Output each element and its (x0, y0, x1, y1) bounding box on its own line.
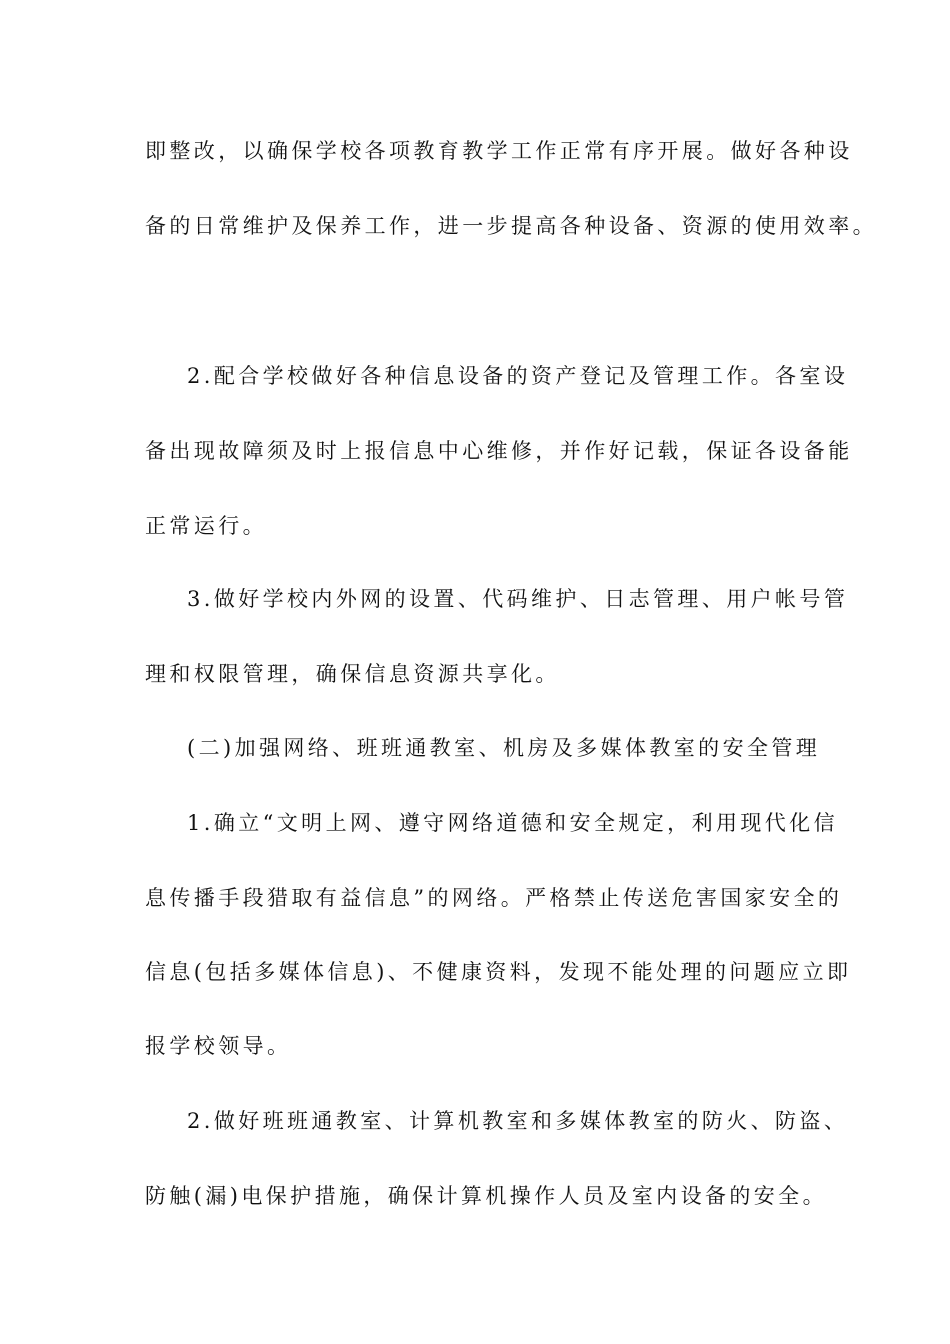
text-line: 正常运行。 (145, 514, 267, 538)
section-heading: (二)加强网络、班班通教室、机房及多媒体教室的安全管理 (187, 736, 821, 760)
text-line: 2.做好班班通教室、计算机教室和多媒体教室的防火、防盗、 (187, 1109, 849, 1133)
text-line: 3.做好学校内外网的设置、代码维护、日志管理、用户帐号管 (187, 587, 849, 611)
text-line: 备出现故障须及时上报信息中心维修，并作好记载，保证各设备能 (145, 439, 853, 463)
text-line: 备的日常维护及保养工作，进一步提高各种设备、资源的使用效率。 (145, 214, 877, 238)
text-line: 1.确立“文明上网、遵守网络道德和安全规定，利用现代化信 (187, 811, 838, 835)
text-line: 即整改，以确保学校各项教育教学工作正常有序开展。做好各种设 (145, 139, 853, 163)
text-line: 防触(漏)电保护措施，确保计算机操作人员及室内设备的安全。 (145, 1184, 827, 1208)
text-line: 信息(包括多媒体信息)、不健康资料，发现不能处理的问题应立即 (145, 960, 852, 984)
text-line: 2.配合学校做好各种信息设备的资产登记及管理工作。各室设 (187, 364, 849, 388)
text-line: 报学校领导。 (145, 1034, 292, 1058)
text-line: 息传播手段猎取有益信息”的网络。严格禁止传送危害国家安全的 (145, 886, 843, 910)
text-line: 理和权限管理，确保信息资源共享化。 (145, 662, 560, 686)
